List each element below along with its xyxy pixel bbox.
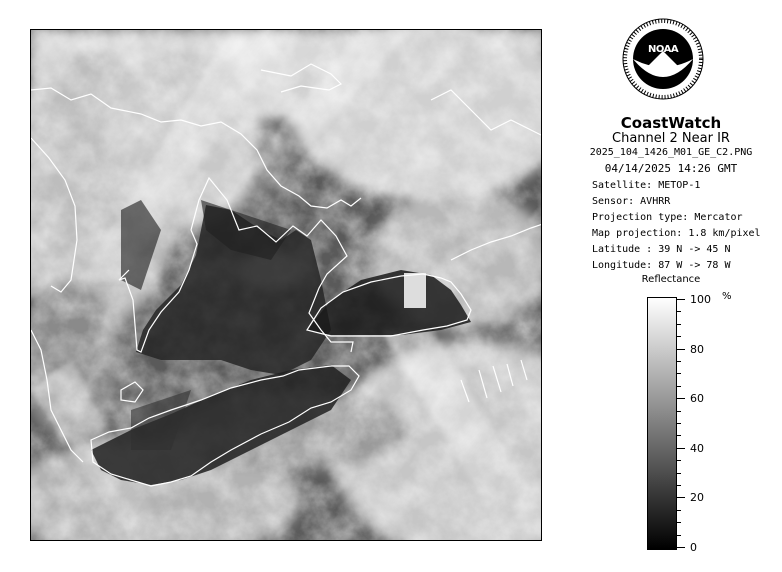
colorbar-tick <box>677 510 681 511</box>
noaa-logo <box>621 17 705 101</box>
colorbar-tick <box>677 423 681 424</box>
brand-title: CoastWatch <box>620 114 722 132</box>
colorbar-unit: % <box>722 291 732 302</box>
colorbar-tick-label: 40 <box>690 441 704 455</box>
satellite-image <box>30 29 542 541</box>
colorbar-tick-label: 0 <box>690 541 697 554</box>
colorbar-tick <box>677 473 681 474</box>
colorbar-tick <box>677 349 685 350</box>
colorbar <box>647 297 677 550</box>
satellite-label: Satellite: METOP-1 <box>592 180 701 191</box>
colorbar-tick <box>677 411 681 412</box>
latitude-range: Latitude : 39 N -> 45 N <box>592 244 731 255</box>
colorbar-tick <box>677 324 681 325</box>
colorbar-tick <box>677 398 685 399</box>
map-projection: Map projection: 1.8 km/pixel <box>592 228 761 239</box>
colorbar-tick <box>677 336 681 337</box>
colorbar-tick <box>677 448 685 449</box>
file-name: 2025_104_1426_M01_GE_C2.PNG <box>589 147 753 158</box>
colorbar-tick <box>677 311 681 312</box>
colorbar-tick <box>677 299 685 300</box>
colorbar-tick <box>677 386 681 387</box>
colorbar-tick-label: 80 <box>690 342 704 356</box>
colorbar-tick <box>677 373 681 374</box>
colorbar-tick <box>677 435 681 436</box>
colorbar-tick-label: 20 <box>690 491 704 505</box>
logo-text: NOAA <box>648 44 679 55</box>
colorbar-tick-label: 100 <box>690 293 711 306</box>
colorbar-title: Reflectance <box>641 274 701 285</box>
colorbar-tick <box>677 460 681 461</box>
channel-label: Channel 2 Near IR <box>612 131 730 146</box>
colorbar-tick <box>677 535 681 536</box>
longitude-range: Longitude: 87 W -> 78 W <box>592 260 731 271</box>
sensor-label: Sensor: AVHRR <box>592 196 671 207</box>
colorbar-tick-label: 60 <box>690 392 704 406</box>
date-time: 04/14/2025 14:26 GMT <box>604 162 738 175</box>
colorbar-tick <box>677 485 681 486</box>
bright-cloud-patch <box>404 273 426 308</box>
projection-type: Projection type: Mercator <box>592 212 743 223</box>
colorbar-tick <box>677 522 681 523</box>
colorbar-tick <box>677 497 685 498</box>
colorbar-tick <box>677 361 681 362</box>
colorbar-tick <box>677 547 685 548</box>
